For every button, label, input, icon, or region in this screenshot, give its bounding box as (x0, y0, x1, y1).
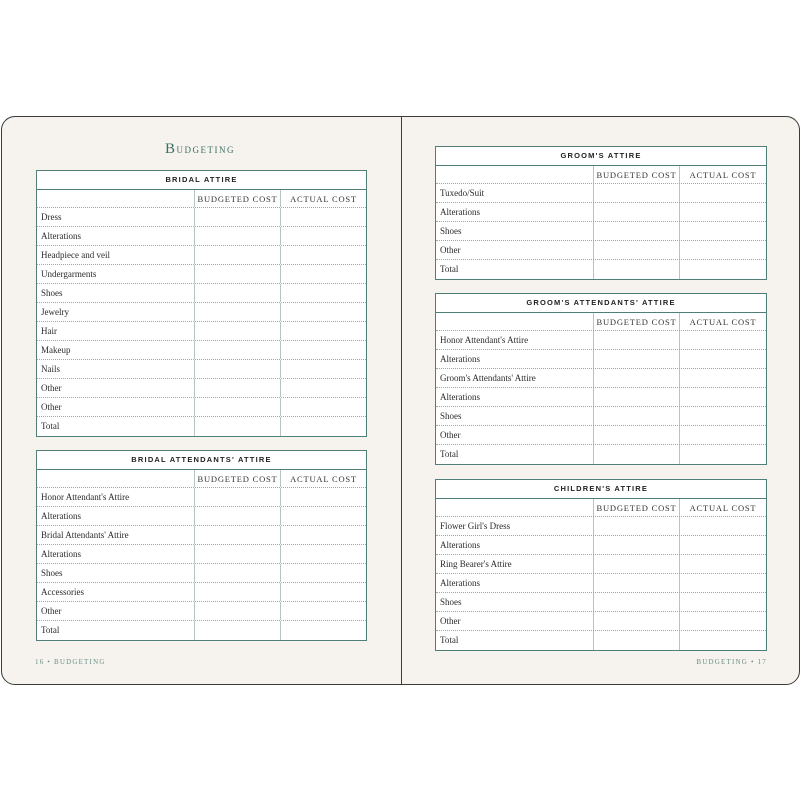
row-label: Hair (37, 322, 195, 340)
table-row (37, 602, 366, 621)
table-row (37, 564, 366, 583)
actual-cost-cell[interactable] (680, 631, 766, 650)
actual-cost-cell[interactable] (281, 417, 366, 436)
table-title: GROOM'S ATTIRE (436, 147, 766, 166)
header-actual-cost: ACTUAL COST (290, 474, 357, 484)
table-row (37, 208, 366, 227)
budgeted-cost-cell[interactable] (594, 631, 680, 650)
table-title: GROOM'S ATTENDANTS' ATTIRE (436, 294, 766, 313)
budgeted-cost-cell[interactable] (195, 322, 281, 340)
header-item-cell (436, 499, 594, 516)
actual-cost-cell[interactable] (281, 246, 366, 264)
table-row (436, 369, 766, 388)
row-label: Alterations (37, 545, 195, 563)
budgeted-cost-cell[interactable] (195, 379, 281, 397)
table-row (436, 631, 766, 650)
header-actual-cost: ACTUAL COST (689, 503, 757, 513)
budgeted-cost-cell[interactable] (594, 222, 680, 240)
table-row (37, 621, 366, 640)
budgeted-cost-cell[interactable] (195, 602, 281, 620)
table-row (37, 246, 366, 265)
row-label: Alterations (436, 203, 594, 221)
table-row (37, 526, 366, 545)
table-header-row (37, 470, 366, 488)
budgeted-cost-cell[interactable] (195, 227, 281, 245)
actual-cost-cell[interactable] (680, 574, 766, 592)
actual-cost-cell[interactable] (281, 208, 366, 226)
table-row (436, 331, 766, 350)
actual-cost-cell[interactable] (281, 545, 366, 563)
budgeted-cost-cell[interactable] (195, 284, 281, 302)
budgeted-cost-cell[interactable] (594, 574, 680, 592)
actual-cost-cell[interactable] (281, 488, 366, 506)
header-actual-cost: ACTUAL COST (689, 317, 757, 327)
row-label: Alterations (436, 574, 594, 592)
row-label: Total (37, 417, 195, 436)
actual-cost-cell[interactable] (680, 350, 766, 368)
row-label: Shoes (37, 564, 195, 582)
row-label: Total (37, 621, 195, 640)
header-budgeted-cost: BUDGETED COST (195, 470, 281, 487)
row-label: Groom's Attendants' Attire (436, 369, 594, 387)
header-budgeted-cost: BUDGETED COST (594, 313, 680, 330)
grooms-attire-table (435, 146, 767, 280)
bridal-attendants-attire-table (36, 450, 367, 641)
table-row (37, 322, 366, 341)
actual-cost-cell[interactable] (680, 445, 766, 464)
table-row (37, 488, 366, 507)
budgeted-cost-cell[interactable] (195, 303, 281, 321)
table-row (436, 260, 766, 279)
budgeted-cost-cell[interactable] (195, 341, 281, 359)
actual-cost-cell[interactable] (680, 555, 766, 573)
table-header-row (436, 166, 766, 184)
actual-cost-cell[interactable] (281, 398, 366, 416)
table-title: CHILDREN'S ATTIRE (436, 480, 766, 499)
row-label: Alterations (37, 227, 195, 245)
actual-cost-cell[interactable] (281, 379, 366, 397)
table-row (37, 265, 366, 284)
budgeted-cost-cell[interactable] (594, 612, 680, 630)
table-row (436, 612, 766, 631)
row-label: Flower Girl's Dress (436, 517, 594, 535)
actual-cost-cell[interactable] (281, 621, 366, 640)
row-label: Alterations (436, 350, 594, 368)
actual-cost-cell[interactable] (680, 426, 766, 444)
section-title: Budgeting (165, 141, 236, 157)
header-item-cell (436, 166, 594, 183)
header-item-cell (37, 190, 195, 207)
row-label: Other (37, 379, 195, 397)
row-label: Other (37, 398, 195, 416)
table-title: BRIDAL ATTENDANTS' ATTIRE (37, 451, 366, 470)
actual-cost-cell[interactable] (281, 341, 366, 359)
actual-cost-cell[interactable] (680, 517, 766, 535)
table-row (37, 360, 366, 379)
table-row (436, 222, 766, 241)
table-row (436, 388, 766, 407)
budgeted-cost-cell[interactable] (594, 593, 680, 611)
row-label: Other (436, 426, 594, 444)
table-row (436, 350, 766, 369)
table-row (37, 341, 366, 360)
actual-cost-cell[interactable] (680, 612, 766, 630)
table-row (436, 241, 766, 260)
page-footer-right: BUDGETING • 17 (696, 658, 767, 666)
budgeted-cost-cell[interactable] (594, 350, 680, 368)
bridal-attire-table (36, 170, 367, 437)
row-label: Dress (37, 208, 195, 226)
table-row (37, 583, 366, 602)
table-row (436, 593, 766, 612)
row-label: Total (436, 260, 594, 279)
row-label: Shoes (436, 593, 594, 611)
table-header-row (37, 190, 366, 208)
childrens-attire-table (435, 479, 767, 651)
table-header-row (436, 499, 766, 517)
budgeted-cost-cell[interactable] (594, 426, 680, 444)
row-label: Alterations (436, 536, 594, 554)
budgeted-cost-cell[interactable] (594, 445, 680, 464)
left-page (2, 117, 401, 684)
actual-cost-cell[interactable] (680, 388, 766, 406)
row-label: Headpiece and veil (37, 246, 195, 264)
table-row (436, 445, 766, 464)
table-row (436, 555, 766, 574)
row-label: Honor Attendant's Attire (436, 331, 594, 349)
table-row (37, 545, 366, 564)
row-label: Makeup (37, 341, 195, 359)
header-budgeted-cost: BUDGETED COST (594, 499, 680, 516)
row-label: Total (436, 631, 594, 650)
budgeted-cost-cell[interactable] (195, 564, 281, 582)
budgeted-cost-cell[interactable] (594, 184, 680, 202)
header-budgeted-cost: BUDGETED COST (195, 190, 281, 207)
table-row (37, 507, 366, 526)
table-row (37, 303, 366, 322)
row-label: Other (436, 612, 594, 630)
actual-cost-cell[interactable] (680, 241, 766, 259)
grooms-attendants-attire-table (435, 293, 767, 465)
row-label: Other (37, 602, 195, 620)
header-actual-cost: ACTUAL COST (290, 194, 357, 204)
open-planner-book (1, 116, 800, 685)
budgeted-cost-cell[interactable] (594, 407, 680, 425)
budgeted-cost-cell[interactable] (594, 555, 680, 573)
table-header-row (436, 313, 766, 331)
row-label: Ring Bearer's Attire (436, 555, 594, 573)
table-row (436, 184, 766, 203)
row-label: Alterations (37, 507, 195, 525)
actual-cost-cell[interactable] (281, 526, 366, 544)
budgeted-cost-cell[interactable] (195, 526, 281, 544)
row-label: Alterations (436, 388, 594, 406)
actual-cost-cell[interactable] (281, 602, 366, 620)
actual-cost-cell[interactable] (680, 222, 766, 240)
budgeted-cost-cell[interactable] (594, 388, 680, 406)
actual-cost-cell[interactable] (680, 260, 766, 279)
page-footer-left: 16 • BUDGETING (35, 658, 106, 666)
table-row (436, 407, 766, 426)
row-label: Shoes (436, 222, 594, 240)
row-label: Shoes (37, 284, 195, 302)
actual-cost-cell[interactable] (680, 203, 766, 221)
row-label: Honor Attendant's Attire (37, 488, 195, 506)
row-label: Bridal Attendants' Attire (37, 526, 195, 544)
header-item-cell (436, 313, 594, 330)
table-row (436, 517, 766, 536)
budgeted-cost-cell[interactable] (594, 369, 680, 387)
table-row (37, 379, 366, 398)
actual-cost-cell[interactable] (281, 303, 366, 321)
actual-cost-cell[interactable] (680, 369, 766, 387)
right-page (402, 117, 799, 684)
actual-cost-cell[interactable] (281, 507, 366, 525)
table-row (37, 227, 366, 246)
actual-cost-cell[interactable] (281, 583, 366, 601)
table-row (37, 398, 366, 417)
actual-cost-cell[interactable] (281, 265, 366, 283)
budgeted-cost-cell[interactable] (594, 536, 680, 554)
row-label: Total (436, 445, 594, 464)
budgeted-cost-cell[interactable] (594, 203, 680, 221)
budgeted-cost-cell[interactable] (195, 583, 281, 601)
actual-cost-cell[interactable] (281, 564, 366, 582)
actual-cost-cell[interactable] (680, 184, 766, 202)
budgeted-cost-cell[interactable] (195, 398, 281, 416)
actual-cost-cell[interactable] (680, 536, 766, 554)
budgeted-cost-cell[interactable] (594, 241, 680, 259)
budgeted-cost-cell[interactable] (594, 260, 680, 279)
table-title: BRIDAL ATTIRE (37, 171, 366, 190)
budgeted-cost-cell[interactable] (195, 621, 281, 640)
table-row (37, 284, 366, 303)
actual-cost-cell[interactable] (281, 360, 366, 378)
budgeted-cost-cell[interactable] (195, 488, 281, 506)
row-label: Undergarments (37, 265, 195, 283)
table-row (37, 417, 366, 436)
table-row (436, 203, 766, 222)
budgeted-cost-cell[interactable] (195, 360, 281, 378)
actual-cost-cell[interactable] (281, 284, 366, 302)
budgeted-cost-cell[interactable] (195, 246, 281, 264)
row-label: Accessories (37, 583, 195, 601)
budgeted-cost-cell[interactable] (195, 208, 281, 226)
row-label: Jewelry (37, 303, 195, 321)
table-row (436, 426, 766, 445)
budgeted-cost-cell[interactable] (195, 507, 281, 525)
actual-cost-cell[interactable] (680, 407, 766, 425)
actual-cost-cell[interactable] (281, 322, 366, 340)
actual-cost-cell[interactable] (281, 227, 366, 245)
actual-cost-cell[interactable] (680, 593, 766, 611)
row-label: Tuxedo/Suit (436, 184, 594, 202)
header-actual-cost: ACTUAL COST (689, 170, 757, 180)
budgeted-cost-cell[interactable] (594, 517, 680, 535)
row-label: Other (436, 241, 594, 259)
header-budgeted-cost: BUDGETED COST (594, 166, 680, 183)
budgeted-cost-cell[interactable] (195, 417, 281, 436)
header-item-cell (37, 470, 195, 487)
row-label: Shoes (436, 407, 594, 425)
table-row (436, 574, 766, 593)
table-row (436, 536, 766, 555)
budgeted-cost-cell[interactable] (195, 265, 281, 283)
row-label: Nails (37, 360, 195, 378)
budgeted-cost-cell[interactable] (594, 331, 680, 349)
budgeted-cost-cell[interactable] (195, 545, 281, 563)
actual-cost-cell[interactable] (680, 331, 766, 349)
